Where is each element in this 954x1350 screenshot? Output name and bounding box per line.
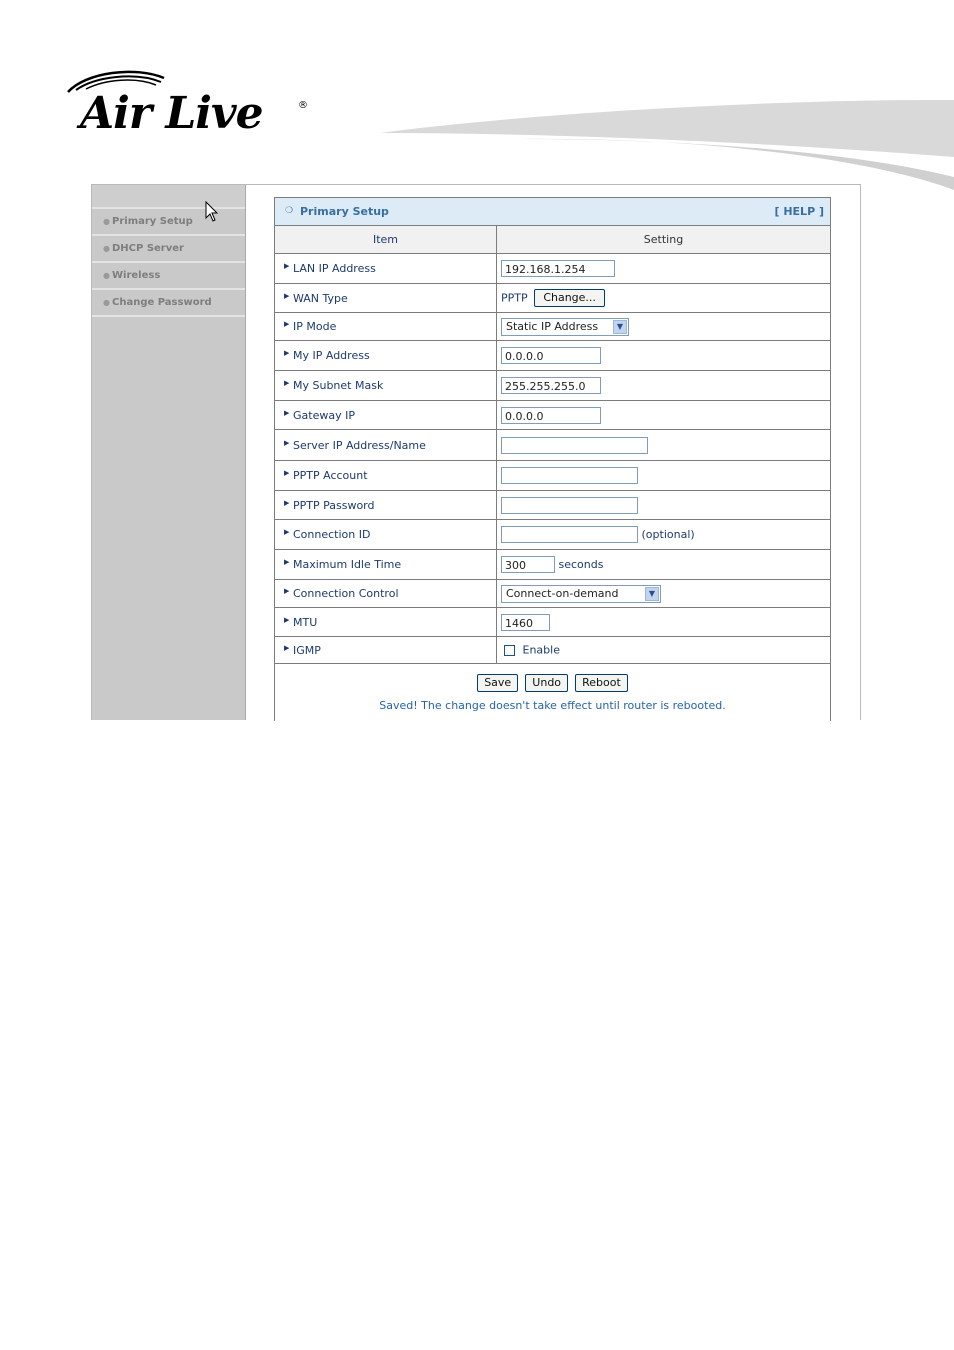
primary-setup-panel: [274, 197, 831, 721]
pptp-account-input[interactable]: [501, 467, 638, 484]
panel-header: [275, 198, 830, 226]
panel-bullet-icon: ❍: [285, 206, 294, 216]
row-label: ▶ Connection Control: [275, 580, 497, 608]
wan-type-value: PPTP: [501, 291, 528, 305]
table-row: [275, 371, 830, 401]
table-row: [275, 284, 830, 313]
triangle-right-icon: ▶: [284, 498, 290, 507]
row-label: ▶ PPTP Account: [275, 461, 497, 491]
bullet-icon: ●: [103, 217, 110, 226]
table-row: [275, 430, 830, 461]
connection-id-input[interactable]: [501, 526, 638, 543]
triangle-right-icon: ▶: [284, 469, 290, 477]
sidebar-item-label: Change Password: [112, 297, 212, 308]
column-header-item: Item: [275, 226, 497, 254]
seconds-label: seconds: [558, 558, 604, 571]
chevron-down-icon: ▼: [645, 587, 659, 601]
help-link[interactable]: [ HELP ]: [774, 205, 824, 218]
row-label: ▶ IGMP: [275, 637, 497, 664]
sidebar-item-label: Primary Setup: [112, 216, 193, 227]
table-row: [275, 254, 830, 284]
igmp-enable-label: Enable: [522, 643, 560, 657]
row-label: ▶ WAN Type: [275, 284, 497, 313]
logo-text: Air Live: [80, 88, 263, 139]
ip-mode-select[interactable]: Static IP Address ▼: [501, 318, 629, 336]
optional-label: (optional): [641, 528, 695, 541]
sidebar-item-primary-setup[interactable]: [92, 209, 245, 236]
subnet-mask-input[interactable]: 255.255.255.0: [501, 377, 601, 394]
table-row: [275, 520, 830, 550]
table-header-row: [275, 226, 830, 254]
registered-mark: ®: [298, 100, 308, 111]
igmp-enable-checkbox[interactable]: [504, 645, 515, 656]
chevron-down-icon: ▼: [613, 320, 627, 334]
undo-button[interactable]: Undo: [525, 674, 568, 692]
mtu-input[interactable]: 1460: [501, 614, 550, 631]
triangle-right-icon: ▶: [284, 528, 290, 536]
row-label: ▶ LAN IP Address: [275, 254, 497, 284]
action-bar: [275, 664, 830, 692]
table-row: [275, 550, 830, 580]
idle-time-input[interactable]: 300: [501, 556, 555, 573]
triangle-right-icon: ▶: [284, 291, 290, 300]
triangle-right-icon: ▶: [284, 438, 290, 447]
triangle-right-icon: ▶: [284, 349, 290, 357]
sidebar-item-change-password[interactable]: [92, 290, 245, 317]
decorative-swoosh: [380, 95, 954, 195]
save-button[interactable]: Save: [477, 674, 518, 692]
bullet-icon: ●: [103, 271, 110, 280]
triangle-right-icon: ▶: [284, 262, 290, 270]
table-row: [275, 401, 830, 430]
bullet-icon: ●: [103, 298, 110, 307]
column-header-setting: Setting: [497, 226, 831, 254]
sidebar-item-label: Wireless: [112, 270, 161, 281]
row-label: ▶ Maximum Idle Time: [275, 550, 497, 580]
sidebar: [92, 185, 246, 720]
row-label: ▶ MTU: [275, 608, 497, 637]
mouse-cursor-icon: [205, 201, 219, 223]
triangle-right-icon: ▶: [284, 408, 290, 417]
reboot-button[interactable]: Reboot: [575, 674, 628, 692]
table-row: [275, 637, 830, 664]
sidebar-item-wireless[interactable]: [92, 263, 245, 290]
row-label: ▶ IP Mode: [275, 313, 497, 341]
sidebar-item-dhcp-server[interactable]: [92, 236, 245, 263]
triangle-right-icon: ▶: [284, 379, 290, 387]
connection-control-select[interactable]: Connect-on-demand ▼: [501, 585, 661, 603]
row-label: ▶ PPTP Password: [275, 491, 497, 520]
status-message: Saved! The change doesn't take effect until router is rebooted.: [379, 698, 726, 712]
server-address-input[interactable]: [501, 437, 648, 454]
settings-table: [275, 226, 830, 664]
row-label: ▶ Server IP Address/Name: [275, 430, 497, 461]
triangle-right-icon: ▶: [284, 320, 290, 328]
triangle-right-icon: ▶: [284, 615, 290, 624]
lan-ip-input[interactable]: 192.168.1.254: [501, 260, 615, 277]
row-label: ▶ Connection ID: [275, 520, 497, 550]
triangle-right-icon: ▶: [284, 643, 290, 652]
gateway-ip-input[interactable]: 0.0.0.0: [501, 407, 601, 424]
table-row: [275, 491, 830, 520]
table-row: [275, 341, 830, 371]
table-row: [275, 313, 830, 341]
router-admin-frame: [91, 184, 861, 720]
table-row: [275, 580, 830, 608]
bullet-icon: ●: [103, 244, 110, 253]
sidebar-top: [92, 185, 245, 209]
pptp-password-input[interactable]: [501, 497, 638, 514]
triangle-right-icon: ▶: [284, 587, 290, 595]
row-label: ▶ My IP Address: [275, 341, 497, 371]
row-label: ▶ My Subnet Mask: [275, 371, 497, 401]
table-row: [275, 461, 830, 491]
row-label: ▶ Gateway IP: [275, 401, 497, 430]
my-ip-input[interactable]: 0.0.0.0: [501, 347, 601, 364]
change-wan-type-button[interactable]: Change...: [534, 289, 605, 307]
triangle-right-icon: ▶: [284, 558, 290, 566]
airlive-logo: [64, 66, 324, 146]
table-row: [275, 608, 830, 637]
panel-title: Primary Setup: [300, 205, 389, 218]
sidebar-item-label: DHCP Server: [112, 243, 184, 254]
